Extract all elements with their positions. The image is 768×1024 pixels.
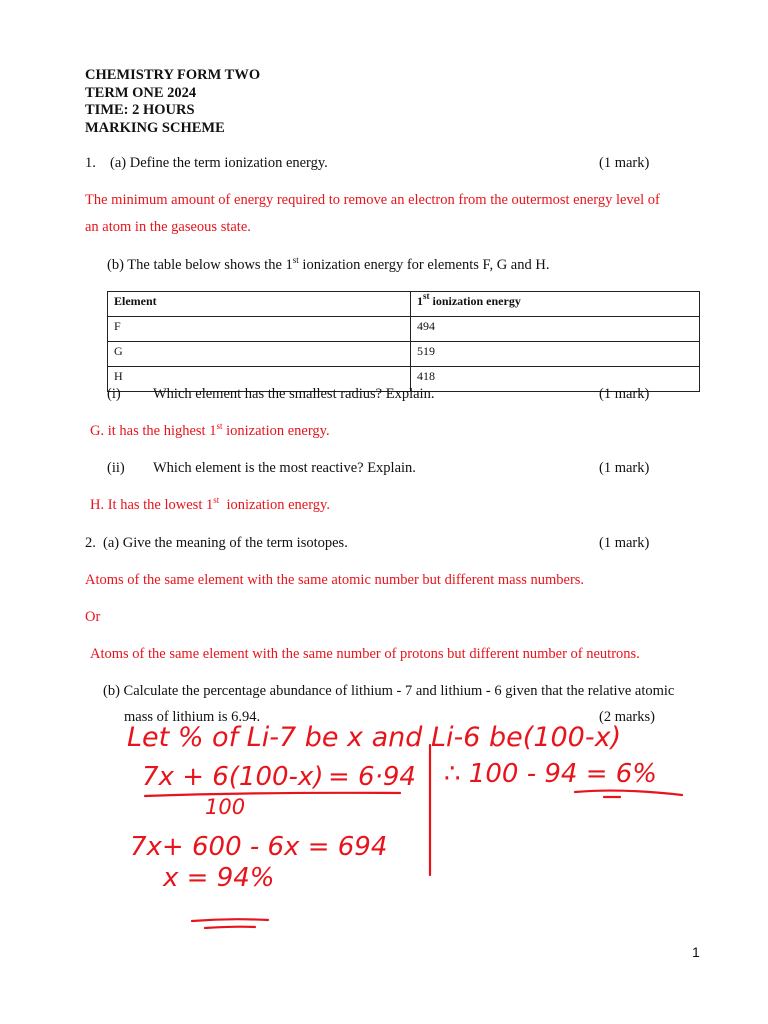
hw-right-calculation: ∴ 100 - 94 = 6% (444, 759, 657, 789)
hw-fraction-numerator: 7x + 6(100-x) (142, 762, 324, 792)
hw-line-let: Let % of Li-7 be x and Li-6 be(100-x) (127, 722, 622, 753)
table-cell-element: G (108, 342, 411, 367)
q1a-answer-line1: The minimum amount of energy required to remove an electron from the outermost energy level of (85, 192, 660, 208)
hw-line-result: x = 94% (163, 863, 275, 893)
q1i-marks: (1 mark) (599, 386, 650, 402)
q2b-question-line1: (b) Calculate the percentage abundance of lithium - 7 and lithium - 6 given that the relative atomic (103, 683, 675, 699)
table-header-element: Element (108, 292, 411, 317)
hw-fraction-denominator: 100 (205, 795, 246, 819)
q1a-question: (a) Define the term ionization energy. (110, 155, 328, 171)
q2a-answer2: Atoms of the same element with the same number of protons but different number of neutrons. (90, 646, 640, 662)
q2a-answer1: Atoms of the same element with the same atomic number but different mass numbers. (85, 572, 585, 588)
q1-number: 1. (85, 155, 96, 171)
table-header-energy: 1st ionization energy (411, 292, 700, 317)
q2a-question: (a) Give the meaning of the term isotopes. (103, 535, 348, 551)
table-cell-energy: 519 (411, 342, 700, 367)
page-number: 1 (692, 944, 700, 960)
header-time: TIME: 2 HOURS (85, 102, 195, 118)
q1ii-label: (ii) (107, 460, 125, 476)
q1b-intro: (b) The table below shows the 1st ionization energy for elements F, G and H. (107, 255, 550, 273)
q2b-marks: (2 marks) (599, 709, 655, 725)
q2a-marks: (1 mark) (599, 535, 650, 551)
hw-fraction-equals: = 6·94 (328, 762, 416, 792)
q1ii-answer: H. It has the lowest 1st ionization energy. (90, 495, 330, 513)
q2a-or: Or (85, 609, 101, 625)
hw-fraction-bar (145, 793, 400, 796)
q1i-question: Which element has the smallest radius? Explain. (153, 386, 435, 402)
header-term: TERM ONE 2024 (85, 85, 197, 101)
header-title: MARKING SCHEME (85, 120, 225, 136)
hw-double-underline-bottom (205, 927, 255, 928)
q1ii-marks: (1 mark) (599, 460, 650, 476)
q1a-marks: (1 mark) (599, 155, 650, 171)
q1i-label: (i) (107, 386, 121, 402)
q2-number: 2. (85, 535, 96, 551)
table-cell-element: F (108, 317, 411, 342)
table-cell-energy: 418 (411, 367, 700, 392)
hw-line-expand: 7x+ 600 - 6x = 694 (130, 832, 388, 862)
q1a-answer-line2: an atom in the gaseous state. (85, 219, 251, 235)
q1i-answer: G. it has the highest 1st ionization energy. (90, 421, 330, 439)
q2b-question-line2: mass of lithium is 6.94. (124, 709, 261, 725)
table-cell-element: H (108, 367, 411, 392)
hw-underline-6 (575, 791, 682, 795)
table-cell-energy: 494 (411, 317, 700, 342)
hw-double-underline-top (192, 919, 268, 921)
q1ii-question: Which element is the most reactive? Explain. (153, 460, 416, 476)
header-subject: CHEMISTRY FORM TWO (85, 67, 261, 83)
